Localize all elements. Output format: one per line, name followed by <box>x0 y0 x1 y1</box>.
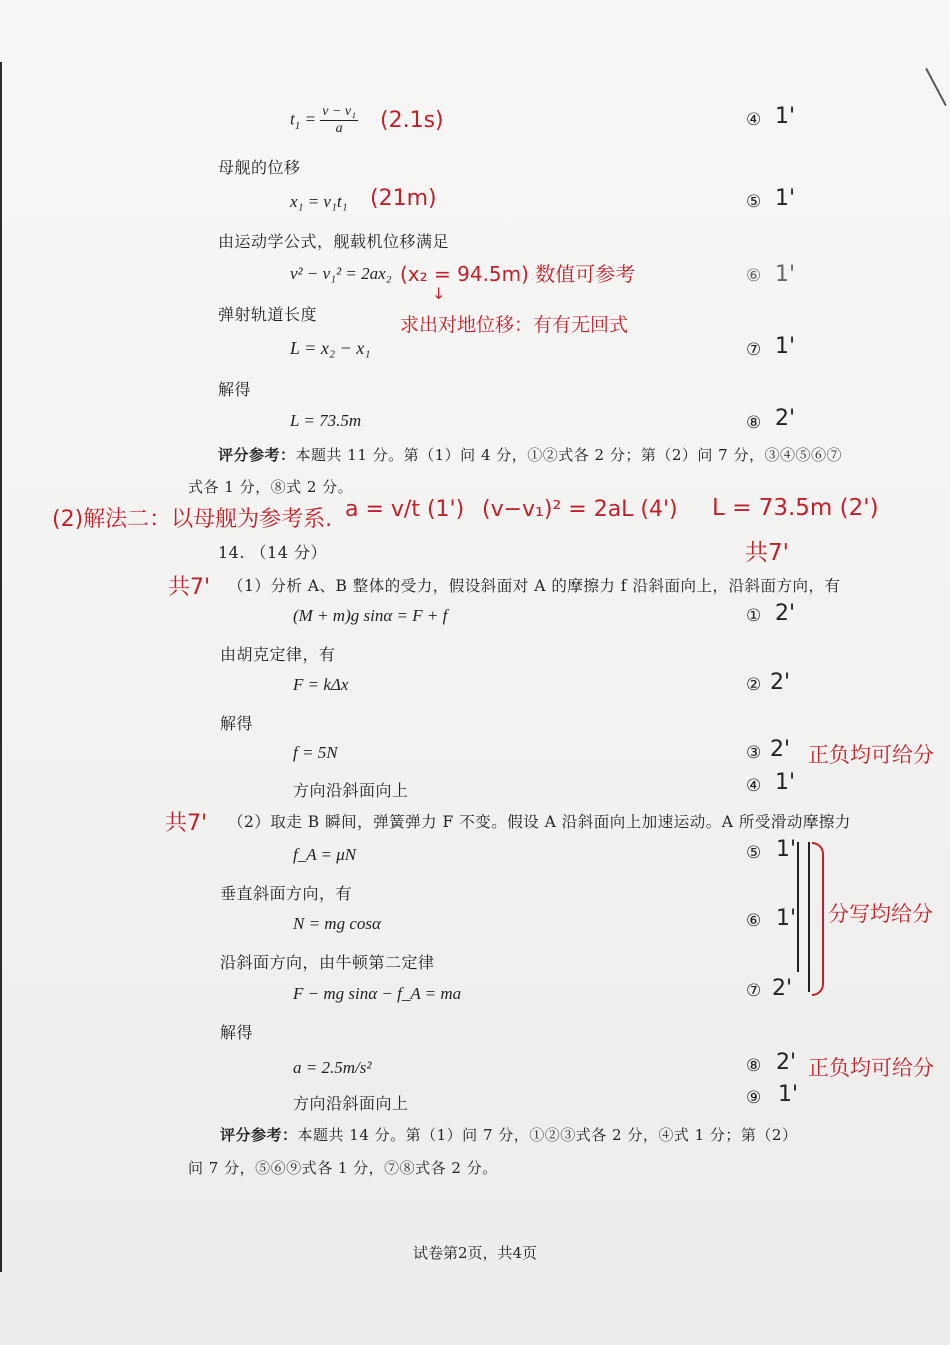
hw-sign-note-1: 正负均可给分 <box>808 743 934 767</box>
q14-grading-line2: 问 7 分，⑤⑥⑨式各 1 分，⑦⑧式各 2 分。 <box>188 1159 498 1177</box>
hw-q14-part1-total: 共7' <box>168 575 211 600</box>
q14-eq-8: a = 2.5m/s² <box>293 1058 372 1077</box>
score-6: 1' <box>775 262 796 287</box>
eq-L-value: L = 73.5m <box>290 411 362 430</box>
q14-score-1: 2' <box>775 601 796 626</box>
q14-score-8: 2' <box>776 1050 797 1075</box>
eq-x1: x₁ = v₁t₁ <box>290 192 348 211</box>
q14-eq-marker-7: ⑦ <box>746 981 762 1001</box>
label-perpendicular: 垂直斜面方向，有 <box>220 884 353 903</box>
eq-marker-6: ⑥ <box>746 266 762 286</box>
label-newton: 沿斜面方向，由牛顿第二定律 <box>220 953 435 972</box>
q14-eq-marker-6: ⑥ <box>746 911 762 931</box>
label-solve-1: 解得 <box>218 380 252 399</box>
eq-marker-8: ⑧ <box>746 413 762 433</box>
hw-brace-line-2 <box>808 842 810 992</box>
q14-eq-2: F = kΔx <box>293 675 349 694</box>
q14-score-2: 2' <box>770 670 791 695</box>
q14-eq-marker-9: ⑨ <box>746 1088 762 1108</box>
eq-t1: $t_1$ = $\frac{\text{v − v₁}}{a}$ <box>290 104 356 136</box>
q14-score-4: 1' <box>775 770 796 795</box>
q14-eq-marker-4: ④ <box>746 776 762 796</box>
q14-eq-marker-3: ③ <box>746 743 762 763</box>
eq-marker-5: ⑤ <box>746 192 762 212</box>
hw-method-2-L: L = 73.5m (2') <box>712 495 879 521</box>
hw-t1-value: (2.1s) <box>380 108 444 133</box>
q13-grading-line2: 式各 1 分，⑧式 2 分。 <box>188 478 354 496</box>
q14-title: 14. （14 分） <box>218 543 327 562</box>
q14-eq-5: f_A = μN <box>293 845 357 864</box>
eq-marker-7: ⑦ <box>746 340 762 360</box>
label-hooke: 由胡克定律，有 <box>220 645 336 664</box>
label-solve-3: 解得 <box>220 1023 254 1042</box>
q14-direction-1: 方向沿斜面向上 <box>293 781 409 800</box>
hw-method-2-a: a = v/t (1') <box>345 497 465 522</box>
score-5: 1' <box>775 186 796 211</box>
q14-eq-6: N = mg cosα <box>293 914 381 933</box>
q14-direction-2: 方向沿斜面向上 <box>293 1094 409 1113</box>
score-8: 2' <box>775 406 796 431</box>
q14-eq-marker-1: ① <box>746 606 762 626</box>
eq-L: L = x₂ − x₁ <box>290 338 371 358</box>
q14-eq-1: (M + m)g sinα = F + f <box>293 606 448 625</box>
q14-eq-7: F − mg sinα − f_A = ma <box>293 984 462 1003</box>
q14-part1-text: （1）分析 A、B 整体的受力，假设斜面对 A 的摩擦力 f 沿斜面向上，沿斜面方向，有 <box>228 577 841 595</box>
eq-marker-4: ④ <box>746 110 762 130</box>
q14-score-5: 1' <box>776 837 797 862</box>
q13-grading-line1: 评分参考：本题共 11 分。第（1）问 4 分，①②式各 2 分；第（2）问 7 分，③④⑤⑥⑦ <box>218 446 842 464</box>
hw-sign-note-2: 正负均可给分 <box>808 1056 934 1080</box>
q14-score-3: 2' <box>770 737 791 762</box>
q14-eq-marker-5: ⑤ <box>746 843 762 863</box>
hw-note: 求出对地位移：有有无回式 <box>400 314 629 336</box>
hw-q14-part2-total: 共7' <box>165 811 208 836</box>
label-mother-displacement: 母舰的位移 <box>218 158 301 177</box>
hw-x2-value: (x₂ = 94.5m) 数值可参考 <box>400 262 636 286</box>
q14-score-7: 2' <box>772 976 793 1001</box>
q14-eq-3: f = 5N <box>293 743 338 762</box>
eq-v-squared: v² − v₁² = 2ax₂ <box>290 264 392 283</box>
page-footer: 试卷第2页，共4页 <box>412 1244 538 1262</box>
q14-eq-marker-2: ② <box>746 675 762 695</box>
q14-score-9: 1' <box>778 1082 799 1107</box>
score-4: 1' <box>775 104 796 129</box>
hw-arrow: ↓ <box>432 284 446 303</box>
scan-corner-stroke <box>925 68 946 106</box>
score-7: 1' <box>775 334 796 359</box>
q14-eq-marker-8: ⑧ <box>746 1056 762 1076</box>
label-track-length: 弹射轨道长度 <box>218 305 318 324</box>
hw-brace-line-1 <box>797 842 799 972</box>
q14-score-6: 1' <box>776 906 797 931</box>
hw-method-2: (2)解法二：以母舰为参考系. <box>52 507 333 532</box>
hw-x1-value: (21m) <box>370 186 437 211</box>
label-kinematics: 由运动学公式，舰载机位移满足 <box>218 232 450 251</box>
label-solve-2: 解得 <box>220 714 254 733</box>
q14-grading-line1: 评分参考：本题共 14 分。第（1）问 7 分，①②③式各 2 分，④式 1 分；第（2） <box>220 1126 798 1144</box>
hw-bracket <box>812 842 824 996</box>
scan-edge-line <box>0 62 2 1272</box>
q14-part2-text: （2）取走 B 瞬间，弹簧弹力 F 不变。假设 A 沿斜面向上加速运动。A 所受滑动摩擦力 <box>228 813 851 831</box>
hw-method-2-total: 共7' <box>745 540 789 566</box>
eq-t1-fraction: $\frac{\text{v − v₁}}{a}$ <box>322 104 356 136</box>
hw-separate-note: 分写均给分 <box>828 902 933 926</box>
hw-method-2-eq: (v−v₁)² = 2aL (4') <box>482 497 678 522</box>
